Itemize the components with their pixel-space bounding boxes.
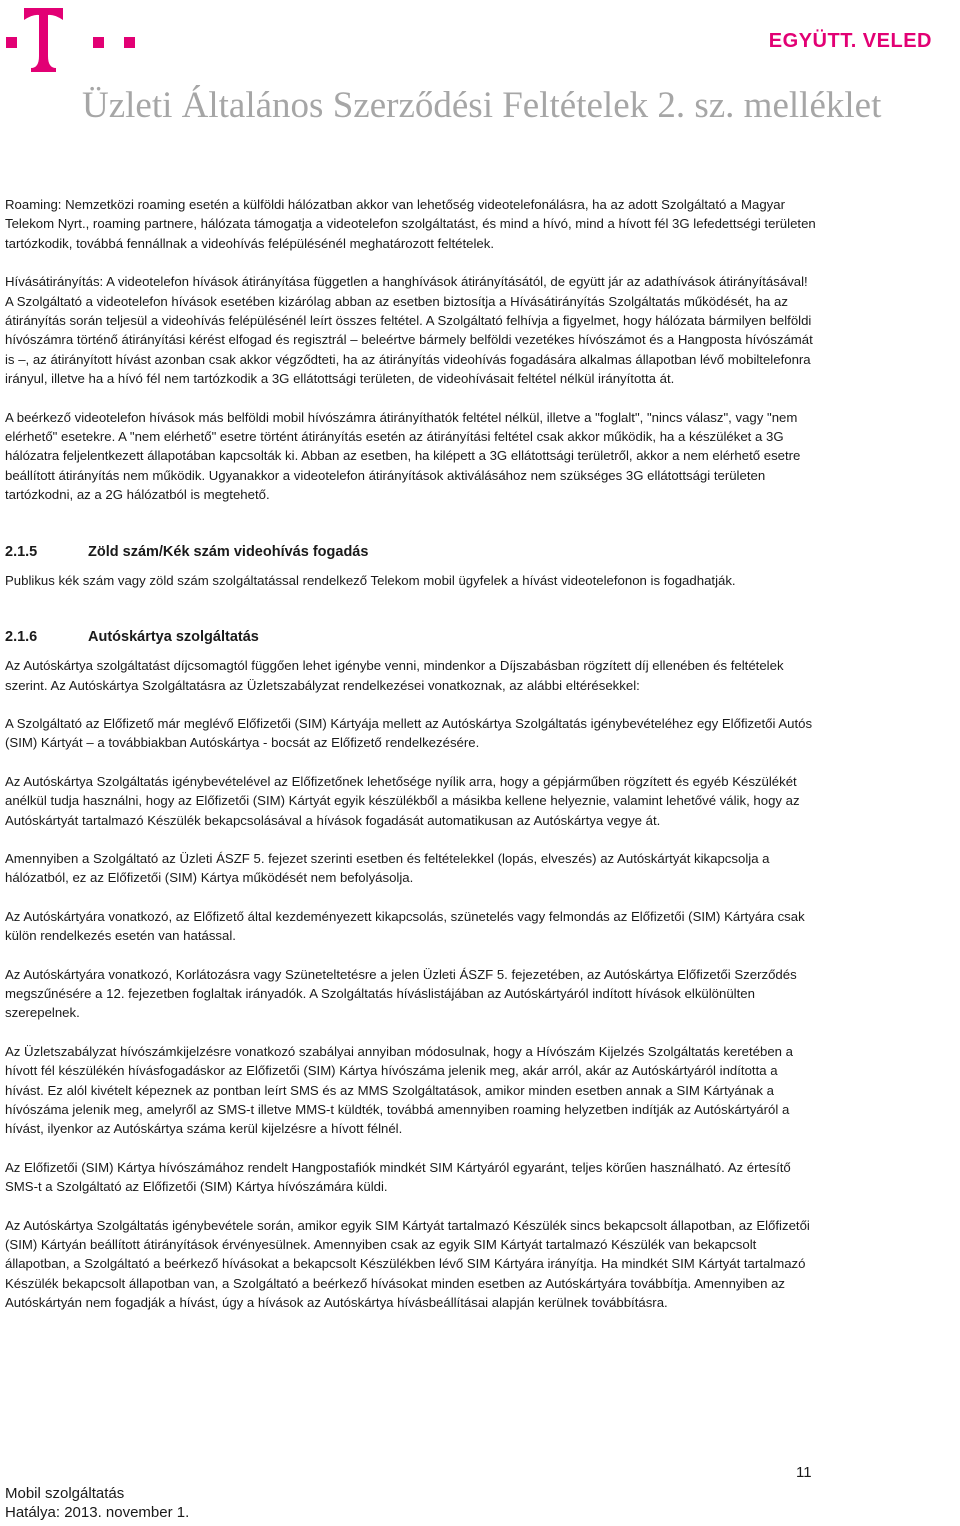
paragraph: A Szolgáltató az Előfizető már meglévő Előfizetői (SIM) Kártyája mellett az Autóskártya Szolgáltatás igénybevételéhez egy Előfizetői Autós (SIM) Kártyát – a továbbiakban Autóskártya - bocsát az Előfizető rendelkezésére. — [5, 715, 813, 751]
footer-effective-date: Hatálya: 2013. november 1. — [5, 1504, 190, 1521]
paragraph: Az Autóskártya szolgáltatást díjcsomagtól függően lehet igénybe venni, mindenkor a Díjszabásban rögzített díj ellenében és feltételek szerint. Az Autóskártya Szolgáltatásra az Üzletszabályzat rendelkezései vonatkoznak, az alábbi eltérésekkel: — [5, 658, 784, 693]
paragraph: Az Autóskártyára vonatkozó, Korlátozásra vagy Szüneteltetésre a jelen Üzleti ÁSZF 5. fejezetében, az Autóskártya Előfizetői Szerződés megszűnésére a 12. fejezetben foglaltak irányadók. A Szolgáltatás híváslistájában az Autóskártyáról indított hívások elkülönülten szerepelnek. — [5, 966, 797, 1021]
paragraph: Az Üzletszabályzat hívószámkijelzésre vonatkozó szabályai annyiban módosulnak, hogy a Hívószám Kijelzés Szolgáltatás keretében a hívott fél készülékén hívásfogadáskor az Előfizetői (SIM) Kártya hívószáma jelenik meg, akár arról, akár az Autóskártyáról indította a hívást. Ez alól kivételt képeznek az pontban leírt SMS és az MMS Szolgáltatások, amikor minden esetben annak a SIM Kártyának a hívószáma jelenik meg, amelyről az SMS-t illetve MMS-t küldték, továbbá amennyiben roaming helyzetben indítják az Autóskártyáról a hívást, ilyenkor az Autóskártya száma kerül kijelzésre a hívott félnél. — [5, 1043, 793, 1137]
paragraph: Az Előfizetői (SIM) Kártya hívószámához rendelt Hangpostafiók mindkét SIM Kártyáról egyaránt, teljes körűen használható. Az értesítő SMS-t a Szolgáltató az Előfizetői (SIM) Kártya hívószámára küldi. — [5, 1159, 791, 1195]
telekom-t-logo-icon — [6, 6, 146, 74]
paragraph: Az Autóskártya Szolgáltatás igénybevételével az Előfizetőnek lehetősége nyílik arra, hogy a gépjárműben rögzített és egyéb Készülékét anélkül tudja használni, hogy az Előfizetői (SIM) Kártyát egyik készülékből a másikba kellene helyeznie, valamint lehetővé válik, hogy az Autóskártyát tartalmazó Készülék bekapcsolásával a hívások fogadását automatikusan az Autóskártya vegye át. — [5, 773, 800, 828]
section-title: Zöld szám/Kék szám videohívás fogadás — [88, 543, 369, 560]
page-number: 11 — [796, 1464, 812, 1481]
document-title: Üzleti Általános Szerződési Feltételek 2. sz. melléklet — [82, 85, 882, 126]
paragraph: Amennyiben a Szolgáltató az Üzleti ÁSZF 5. fejezet szerinti esetben és feltételekkel (lopás, elveszés) az Autóskártyát kikapcsolja a hálózatból, ez az Előfizetői (SIM) Kártya működését nem befolyásolja. — [5, 850, 770, 886]
footer-service-name: Mobil szolgáltatás — [5, 1485, 125, 1502]
paragraph-incoming-forwarding: A beérkező videotelefon hívások más belföldi mobil hívószámra átirányíthatók feltétel nélkül, illetve a "foglalt", "nincs válasz", vagy "nem elérhető" esetekre. A "nem elérhető" esetre történt átirányítás esetén az átirányítási feltétel csak akkor működik, ha a készüléket a 3G hálózatra feljelentkezett állapotában kapcsolták ki. Abban az esetben, ha kilépett a 3G ellátottsági területről, akkor a nem elérhető esetre beállított átirányítás nem működik. Ugyanakkor a videotelefon átirányítások aktiválásához nem szükséges 3G ellátottsági területen tartózkodni, az a 2G hálózatból is megtehető. — [5, 409, 801, 503]
footer — [5, 1484, 189, 1522]
paragraph: Az Autóskártyára vonatkozó, az Előfizető által kezdeményezett kikapcsolás, szünetelés vagy felmondás az Előfizetői (SIM) Kártyára csak külön rendelkezés esetén van hatással. — [5, 908, 805, 944]
document-body — [5, 195, 817, 1332]
paragraph-call-forwarding: Hívásátirányítás: A videotelefon hívások átirányítása független a hanghívások átirányításától, de együtt jár az adathívások átirányításával! A Szolgáltató a videotelefon hívások esetében kizárólag abban az esetben biztosítja a Hívásátirányítás Szolgáltatás működését, ha az átirányítás során teljesül a videohívás felépülésénél leírt összes feltétel. A Szolgáltató felhívja a figyelmet, hogy hálózata bármilyen belföldi hívószámra történő átirányítási kérést elfogad és regisztrál – beleértve bármely belföldi vezetékes hívószámot és a Hangposta hívószámát is –, az átirányított hívást azonban csak akkor végződteti, ha az átirányítás videohívás fogadására alkalmas állapotban lévő mobiltelefonra irányul, illetve ha a hívó fél nem tartózkodik a 3G ellátottsági területen, de videohívásait feltétel nélkül irányította át. — [5, 274, 813, 387]
paragraph: Az Autóskártya Szolgáltatás igénybevétele során, amikor egyik SIM Kártyát tartalmazó Készülék sincs bekapcsolt állapotban, az Előfizetői (SIM) Kártyán beállított átirányítások érvényesülnek. Amennyiben csak az egyik SIM Kártyát tartalmazó Készülék van bekapcsolt állapotban, a Szolgáltató a beérkező hívásokat a bekapcsolt Készülékben lévő SIM Kártyára irányítja. Ha mindkét SIM Kártyát tartalmazó Készülék bekapcsolt állapotban van, a Szolgáltató a beérkező hívásokat minden esetben az Autóskártyára továbbítja. Amennyiben az Autóskártyán nem fogadják a hívást, úgy a hívások az Autóskártya hívásbeállításai alapján kerülnek továbbításra. — [5, 1217, 810, 1311]
paragraph-roaming: Roaming: Nemzetközi roaming esetén a külföldi hálózatban akkor van lehetőség videotelefonálásra, ha az adott Szolgáltató a Magyar Telekom Nyrt., roaming partnere, hálózata támogatja a videotelefon szolgáltatást, és mind a hívó, mind a hívott fél 3G lefedettségi területen tartózkodik, továbbá fennállnak a videohívás felépülésénél meghatározott feltételek. — [5, 197, 816, 251]
section-title: Autóskártya szolgáltatás — [88, 629, 259, 646]
section-heading-2-1-5 — [5, 544, 817, 560]
section-number: 2.1.5 — [5, 543, 38, 560]
brand-slogan: EGYÜTT. VELED — [768, 30, 932, 52]
paragraph: Publikus kék szám vagy zöld szám szolgáltatással rendelkező Telekom mobil ügyfelek a hívást videotelefonon is fogadhatják. — [5, 572, 736, 588]
section-number: 2.1.6 — [5, 629, 38, 646]
section-heading-2-1-6 — [5, 629, 817, 645]
